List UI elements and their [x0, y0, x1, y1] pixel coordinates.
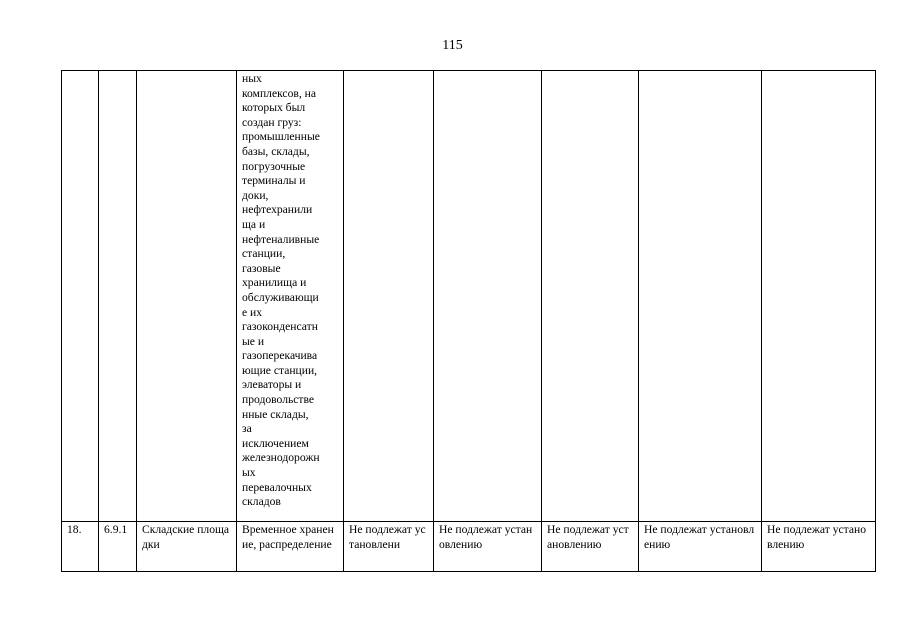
cell-param-4: [639, 71, 762, 522]
cell-param-5: [762, 71, 876, 522]
table-row-18: [62, 522, 876, 572]
cell-number: 18.: [62, 522, 99, 572]
cell-code: [99, 71, 137, 522]
land-use-table: [61, 70, 876, 572]
table-row-continued: [62, 71, 876, 522]
cell-param-3: Не подлежат установлению: [542, 522, 639, 572]
cell-name: [137, 71, 237, 522]
cell-param-1: Не подлежат установлени: [344, 522, 434, 572]
cell-param-2: [434, 71, 542, 522]
cell-code: 6.9.1: [99, 522, 137, 572]
cell-description: Временное хранение, распределение: [237, 522, 344, 572]
cell-number: [62, 71, 99, 522]
cell-param-4: Не подлежат установлению: [639, 522, 762, 572]
page-number: 115: [442, 38, 463, 53]
cell-param-1: [344, 71, 434, 522]
cell-param-5: Не подлежат установлению: [762, 522, 876, 572]
cell-description: ных комплексов, на которых был создан груз: промышленные базы, склады, погрузочные терминалы и доки, нефтехранили ща и нефтеналивные станции, газовые хранилища и обслуживающи е их газоконденсатн ые и газоперекачива ющие станции, элеваторы и продовольстве нные склады, за исключением железнодорожн ых перевалочных складов: [237, 71, 344, 522]
cell-param-2: Не подлежат установлению: [434, 522, 542, 572]
cell-name: Складские площадки: [137, 522, 237, 572]
cell-param-3: [542, 71, 639, 522]
